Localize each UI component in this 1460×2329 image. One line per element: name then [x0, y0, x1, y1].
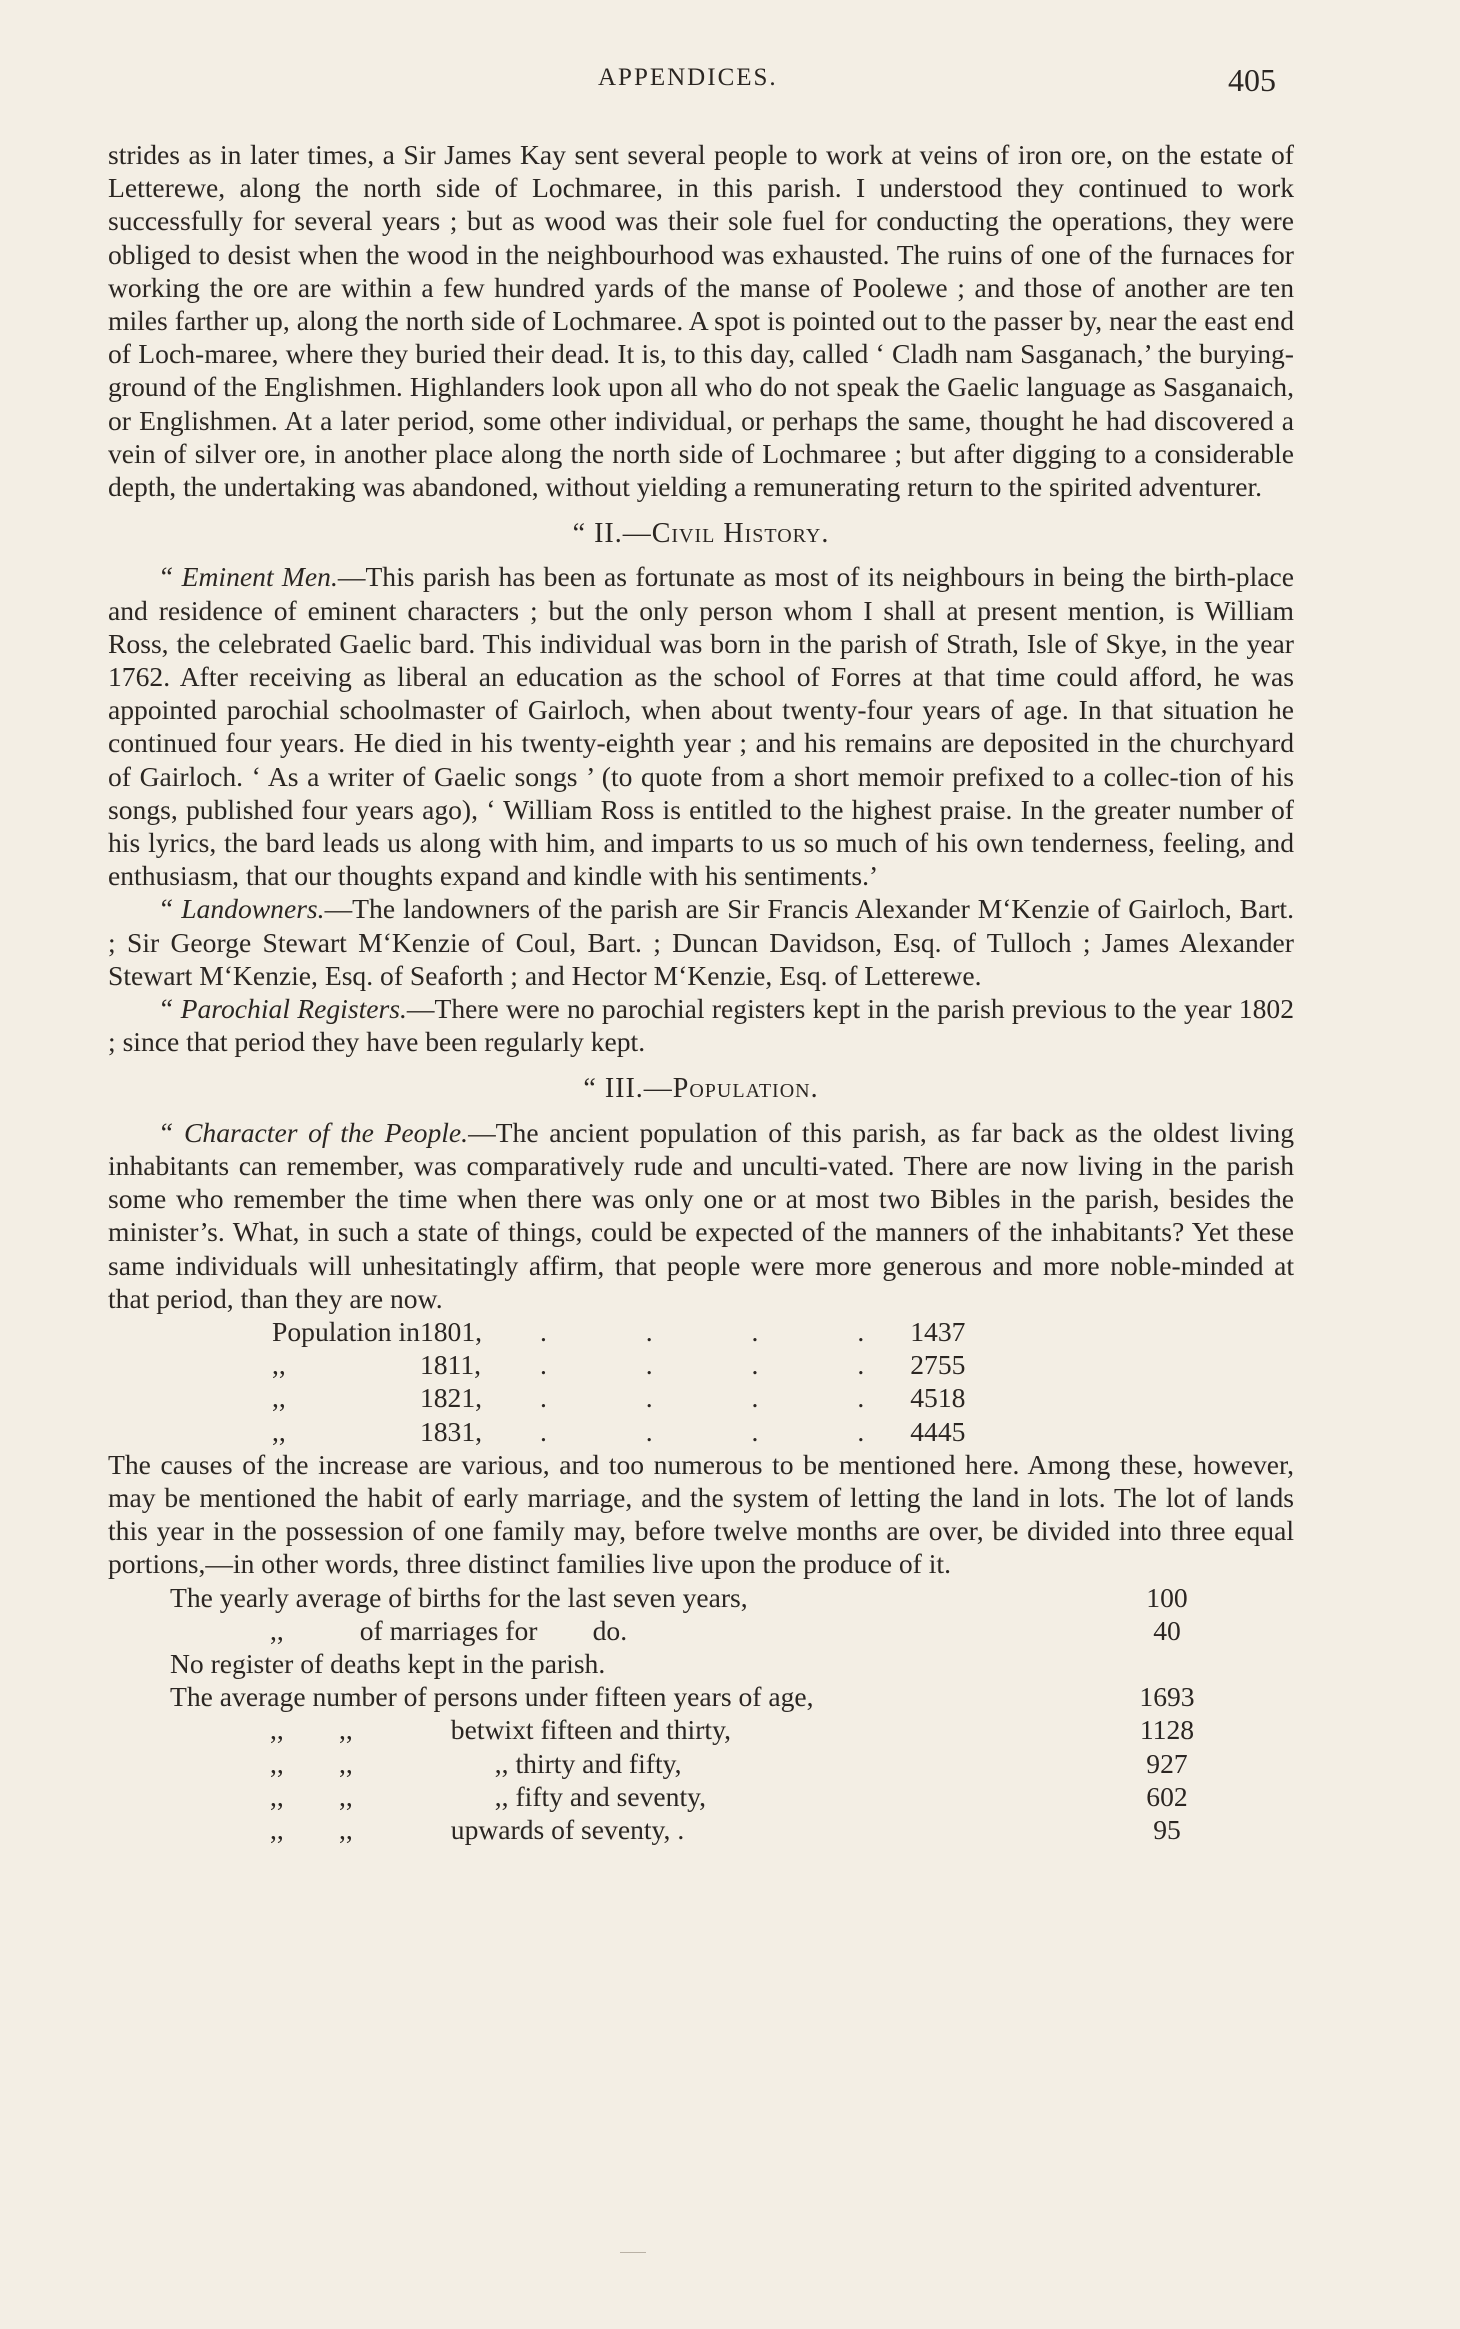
table-row [272, 1348, 1010, 1381]
section-heading-population: “ III.—Population. [583, 1073, 819, 1105]
lead-parochial-registers: “ Parochial Registers. [158, 993, 407, 1025]
footer-mark [620, 2252, 646, 2253]
text-landowners: —The landowners of the parish are Sir Francis Alexander M‘Kenzie of Gairloch, Bart. ; Sir George Stewart M‘Kenzie of Coul, Bart. ; Duncan Davidson, Esq. of Tulloch ; James Alexander Stewart M‘Kenzie, Esq. of Seaforth ; and Hector M‘Kenzie, Esq. of Letterewe. [108, 893, 1294, 991]
age-group-value: 602 [1146, 1780, 1188, 1812]
age-group-label: betwixt fifteen and thirty, [450, 1714, 731, 1746]
ditto-marks: ,, ,, [270, 1780, 353, 1812]
page-body [108, 138, 1294, 1846]
lead-character-of-people: “ Character of the People. [158, 1116, 469, 1148]
marriages-do: do. [592, 1614, 628, 1646]
population-value: 1437 [910, 1315, 966, 1347]
population-label: ,, [272, 1382, 286, 1414]
table-row [170, 1581, 1222, 1614]
population-value: 4518 [910, 1382, 966, 1414]
table-row [170, 1647, 1222, 1680]
table-row [170, 1680, 1222, 1713]
age-group-label: The average number of persons under fifteen years of age, [170, 1681, 814, 1713]
running-head: APPENDICES. [598, 64, 778, 91]
text-eminent-men: —This parish has been as fortunate as most of its neighbours in being the birth-place and residence of eminent characters ; but the only person whom I shall at present mention, is William Ross, the celebrated Gaelic bard. This individual was born in the parish of Strath, Isle of Skye, in the year 1762. After receiving as liberal an education as the school of Forres at that time could afford, he was appointed parochial schoolmaster of Gairloch, when about twenty-four years of age. In that situation he continued four years. He died in his twenty-eighth year ; and his remains are deposited in the churchyard of Gairloch. ‘ As a writer of Gaelic songs ’ (to quote from a short memoir prefixed to a collec-tion of his songs, published four years ago), ‘ William Ross is entitled to the highest praise. In the greater number of his lyrics, the bard leads us along with him, and imparts to us so much of his own tenderness, feeling, and enthusiasm, that our thoughts expand and kindle with his sentiments.’ [108, 561, 1295, 892]
leader-dots: . . . . [539, 1349, 911, 1381]
population-value: 4445 [910, 1415, 966, 1447]
marriages-value: 40 [1153, 1614, 1181, 1646]
paragraph-eminent-men [108, 560, 1294, 892]
population-label: Population in [272, 1315, 420, 1347]
averages-table [170, 1581, 1222, 1681]
population-year: 1801, [419, 1315, 483, 1347]
table-row [170, 1747, 1222, 1780]
leader-dots: . . . . [539, 1382, 911, 1414]
population-label: ,, [272, 1349, 286, 1381]
table-row [170, 1614, 1222, 1647]
population-year: 1831, [419, 1415, 483, 1447]
leader-dots: . . . . [539, 1415, 911, 1447]
table-row [170, 1780, 1222, 1813]
lead-eminent-men: “ Eminent Men. [158, 561, 338, 593]
table-row [272, 1315, 1010, 1348]
age-group-value: 1693 [1139, 1681, 1195, 1713]
ditto-marks: ,, ,, [270, 1813, 353, 1845]
age-group-label: upwards of seventy, . [450, 1813, 685, 1845]
text-character-of-people: —The ancient population of this parish, as far back as the oldest living inhabitants can remember, was comparatively rude and unculti-vated. There are now living in the parish some who remember the time when there was only one or at most two Bibles in the parish, besides the minister’s. What, in such a state of things, could be expected of the manners of the inhabitants? Yet these same individuals will unhesitatingly affirm, that people were more generous and more noble-minded at that period, than they are now. [108, 1116, 1294, 1314]
population-year: 1821, [419, 1382, 483, 1414]
births-label: The yearly average of births for the last seven years, [170, 1581, 748, 1613]
paragraph-character-of-people [108, 1116, 1294, 1315]
age-group-value: 95 [1153, 1813, 1181, 1845]
lead-landowners: “ Landowners. [158, 893, 325, 925]
page-header [0, 62, 1460, 106]
paragraph-parochial-registers [108, 992, 1294, 1058]
paragraph-causes: The causes of the increase are various, and too numerous to be mentioned here. Among these, however, may be mentioned the habit of early marriage, and the system of letting the land in lots. The lot of lands this year in the possession of one family may, before twelve months are over, be divided into three equal portions,—in other words, three distinct families live upon the produce of it. [108, 1448, 1294, 1580]
table-row [170, 1813, 1222, 1846]
population-value: 2755 [910, 1349, 966, 1381]
age-group-value: 927 [1146, 1747, 1188, 1779]
population-year: 1811, [419, 1349, 482, 1381]
paragraph-iron-ore: strides as in later times, a Sir James Kay sent several people to work at veins of iron ore, on the estate of Letterewe, along the north side of Lochmaree, in this parish. I understood they continued to work successfully for several years ; but as wood was their sole fuel for conducting the operations, they were obliged to desist when the wood in the neighbourhood was exhausted. The ruins of one of the furnaces for working the ore are within a few hundred yards of the manse of Poolewe ; and those of another are ten miles farther up, along the north side of Lochmaree. A spot is pointed out to the passer by, near the east end of Loch-maree, where they buried their dead. It is, to this day, called ‘ Cladh nam Sasganach,’ the burying-ground of the Englishmen. Highlanders look upon all who do not speak the Gaelic language as Sasganaich, or Englishmen. At a later period, some other individual, or perhaps the same, thought he had discovered a vein of silver ore, in another place along the north side of Lochmaree ; but after digging to a considerable depth, the undertaking was abandoned, without yielding a remunerating return to the spirited adventurer. [108, 139, 1294, 503]
text-parochial-registers: —There were no parochial registers kept in the parish previous to the year 1802 ; since that period they have been regularly kept. [108, 993, 1294, 1058]
table-row [272, 1415, 1010, 1448]
leader-dots: . . . . [539, 1315, 911, 1347]
population-label: ,, [272, 1415, 286, 1447]
age-group-label: ,, thirty and fifty, [494, 1747, 682, 1779]
age-table [170, 1680, 1222, 1846]
age-group-label: ,, fifty and seventy, [494, 1780, 707, 1812]
marriages-ditto: ,, [270, 1614, 284, 1646]
paragraph-landowners [108, 892, 1294, 992]
population-table [272, 1315, 1010, 1448]
ditto-marks: ,, ,, [270, 1714, 353, 1746]
ditto-marks: ,, ,, [270, 1747, 353, 1779]
age-group-value: 1128 [1139, 1714, 1195, 1746]
no-register-note: No register of deaths kept in the parish. [170, 1647, 606, 1679]
table-row [272, 1381, 1010, 1414]
table-row [170, 1713, 1222, 1746]
births-value: 100 [1146, 1581, 1188, 1613]
marriages-label: of marriages for [359, 1614, 538, 1646]
section-heading-civil-history: “ II.—Civil History. [572, 518, 830, 550]
page-number: 405 [1228, 62, 1276, 98]
